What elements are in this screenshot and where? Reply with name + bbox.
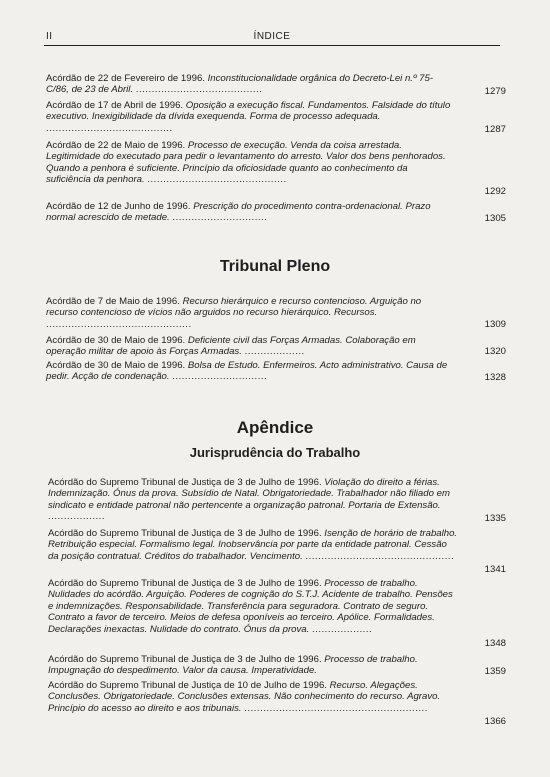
entry-text: Inconstitucionalidade orgânica do Decreto-Lei n.º 75-C/86, de 23 de Abril. [46, 73, 433, 96]
entry-page: 1328 [484, 372, 506, 383]
index-entry: Acórdão de 30 de Maio de 1996. Deficiente civil das Forças Armadas. Colaboração em operação militar de apoio às Forças Armadas. ................... [46, 335, 416, 358]
entry-lead: Acórdão de 30 de Maio de 1996. [46, 360, 186, 371]
page-header [44, 28, 500, 46]
entry-lead: Acórdão de 22 de Maio de 1996. [46, 140, 186, 151]
entry-lead: Acórdão do Supremo Tribunal de Justiça de 10 de Julho de 1996. [48, 680, 327, 691]
entry-page: 1279 [484, 86, 506, 97]
section-title-apendice: Apêndice [236, 418, 314, 437]
entry-page: 1348 [484, 638, 506, 649]
entry-page: 1292 [484, 186, 506, 197]
entry-page: 1341 [484, 564, 506, 575]
index-entry: Acórdão de 22 de Fevereiro de 1996. Inconstitucionalidade orgânica do Decreto-Lei n.º 75-C/86, de 23 de Abril. ........................................ [46, 73, 433, 96]
entry-text: Recurso hierárquico e recurso contencioso. Arguição no recurso contencioso de vícios não arguidos no recurso hierárquico. Recursos. [46, 296, 422, 319]
entry-text: Bolsa de Estudo. Enfermeiros. Acto administrativo. Causa de pedir. Acção de condenação. [46, 360, 448, 383]
index-entry: Acórdão de 12 de Junho de 1996. Prescrição do procedimento contra-ordenacional. Prazo normal acrescido de metade. .............................. [46, 201, 431, 224]
entry-lead: Acórdão do Supremo Tribunal de Justiça de 3 de Julho de 1996. [48, 528, 322, 539]
entry-lead: Acórdão de 17 de Abril de 1996. [46, 100, 184, 111]
entry-lead: Acórdão do Supremo Tribunal de Justiça de 3 de Julho de 1996. [48, 477, 322, 488]
entry-lead: Acórdão de 12 de Junho de 1996. [46, 201, 191, 212]
index-entry: Acórdão de 7 de Maio de 1996. Recurso hierárquico e recurso contencioso. Arguição no recurso contencioso de vícios não arguidos no recurso hierárquico. Recursos. .............................................. [46, 296, 422, 330]
entry-page: 1287 [484, 124, 506, 135]
index-entry: Acórdão do Supremo Tribunal de Justiça de 10 de Julho de 1996. Recurso. Alegações. Conclusões. Obrigatoriedade. Conclusões extensas. Não conhecimento do recurso. Agravo. Princípio do acesso ao direito e aos tribunais. .......................................................... [48, 680, 441, 714]
entry-text: Oposição a execução fiscal. Fundamentos. Falsidade do título executivo. Inexigibilidade da dívida exequenda. Forma de processo adequada. [46, 100, 451, 123]
index-entry: Acórdão de 17 de Abril de 1996. Oposição a execução fiscal. Fundamentos. Falsidade do título executivo. Inexigibilidade da dívida exequenda. Forma de processo adequada. ........................................ [46, 100, 451, 134]
index-entry: Acórdão do Supremo Tribunal de Justiça de 3 de Julho de 1996. Violação do direito a férias. Indemnização. Ónus da prova. Subsídio de Natal. Obrigatoriedade. Trabalhador não filiado em sindicato e entidade patronal não pertencente a organização patronal. Portaria de Extensão. .................. [48, 477, 450, 523]
entry-text: Recurso. Alegações. Conclusões. Obrigatoriedade. Conclusões extensas. Não conhecimento do recurso. Agravo. Princípio do acesso ao direito e aos tribunais. [48, 680, 441, 714]
entry-page: 1309 [484, 319, 506, 330]
entry-page: 1305 [484, 213, 506, 224]
entry-text: Isenção de horário de trabalho. Retribuição especial. Formalismo legal. Inobservância por parte da entidade patronal. Cessão da posição contratual. Créditos do trabalhador. Vencimento. [48, 528, 458, 562]
entry-text: Processo de execução. Venda da coisa arrestada. Legitimidade do executado para pedir o levantamento do arresto. Valor dos bens penhorados. Quando a penhora é suficiente. Princípio da oficiosidade quanto ao conhecimento da suficiência da penhora. [46, 140, 446, 186]
entry-lead: Acórdão de 7 de Maio de 1996. [46, 296, 180, 307]
entry-text: Violação do direito a férias. Indemnização. Ónus da prova. Subsídio de Natal. Obrigatoriedade. Trabalhador não filiado em sindicato e entidade patronal não pertencente a organização patronal. Portaria de Extensão. [48, 477, 450, 511]
header-title: ÍNDICE [253, 31, 291, 42]
index-entry: Acórdão do Supremo Tribunal de Justiça de 3 de Julho de 1996. Processo de trabalho. Nulidades do acórdão. Arguição. Poderes de cognição do S.T.J. Acidente de trabalho. Pensões e indemnizações. Responsabilidade. Transferência para seguradora. Contrato de seguro. Contrato a favor de terceiro. Meios de defesa oponíveis ao terceiro. Apólice. Formalidades. Declarações inexactas. Nulidade do contrato. Ónus da prova. ................... [48, 578, 453, 635]
entry-text: Processo de trabalho. Impugnação do despedimento. Valor da causa. Imperatividade. [48, 654, 418, 677]
section-title-tribunal-pleno: Tribunal Pleno [219, 258, 331, 275]
entry-page: 1359 [484, 666, 506, 677]
index-entry: Acórdão de 22 de Maio de 1996. Processo de execução. Venda da coisa arrestada. Legitimidade do executado para pedir o levantamento do arresto. Valor dos bens penhorados. Quando a penhora é suficiente. Princípio da oficiosidade quanto ao conhecimento da suficiência da penhora. ............................................ [46, 140, 446, 186]
entry-text: Deficiente civil das Forças Armadas. Colaboração em operação militar de apoio às Forças Armadas. [46, 335, 416, 358]
entry-lead: Acórdão de 22 de Fevereiro de 1996. [46, 73, 205, 84]
entry-page: 1320 [484, 346, 506, 357]
entry-lead: Acórdão do Supremo Tribunal de Justiça de 3 de Julho de 1996. [48, 654, 322, 665]
section-subtitle-jurisprudencia: Jurisprudência do Trabalho [189, 445, 361, 460]
index-entry: Acórdão do Supremo Tribunal de Justiça de 3 de Julho de 1996. Isenção de horário de trabalho. Retribuição especial. Formalismo legal. Inobservância por parte da entidade patronal. Cessão da posição contratual. Créditos do trabalhador. Vencimento. ............................................... [48, 528, 458, 562]
page-number: II [46, 31, 53, 42]
index-entry [48, 654, 460, 677]
entry-page: 1335 [484, 513, 506, 524]
entry-text: Processo de trabalho. Nulidades do acórdão. Arguição. Poderes de cognição do S.T.J. Acidente de trabalho. Pensões e indemnizações. Responsabilidade. Transferência para seguradora. Contrato de seguro. Contrato a favor de terceiro. Meios de defesa oponíveis ao terceiro. Apólice. Formalidades. Declarações inexactas. Nulidade do contrato. Ónus da prova. [48, 578, 453, 635]
entry-lead: Acórdão do Supremo Tribunal de Justiça de 3 de Julho de 1996. [48, 578, 322, 589]
entry-page: 1366 [484, 716, 506, 727]
entry-text: Prescrição do procedimento contra-ordenacional. Prazo normal acrescido de metade. [46, 201, 431, 224]
entry-lead: Acórdão de 30 de Maio de 1996. [46, 335, 186, 346]
index-entry: Acórdão de 30 de Maio de 1996. Bolsa de Estudo. Enfermeiros. Acto administrativo. Causa de pedir. Acção de condenação. .............................. [46, 360, 448, 383]
